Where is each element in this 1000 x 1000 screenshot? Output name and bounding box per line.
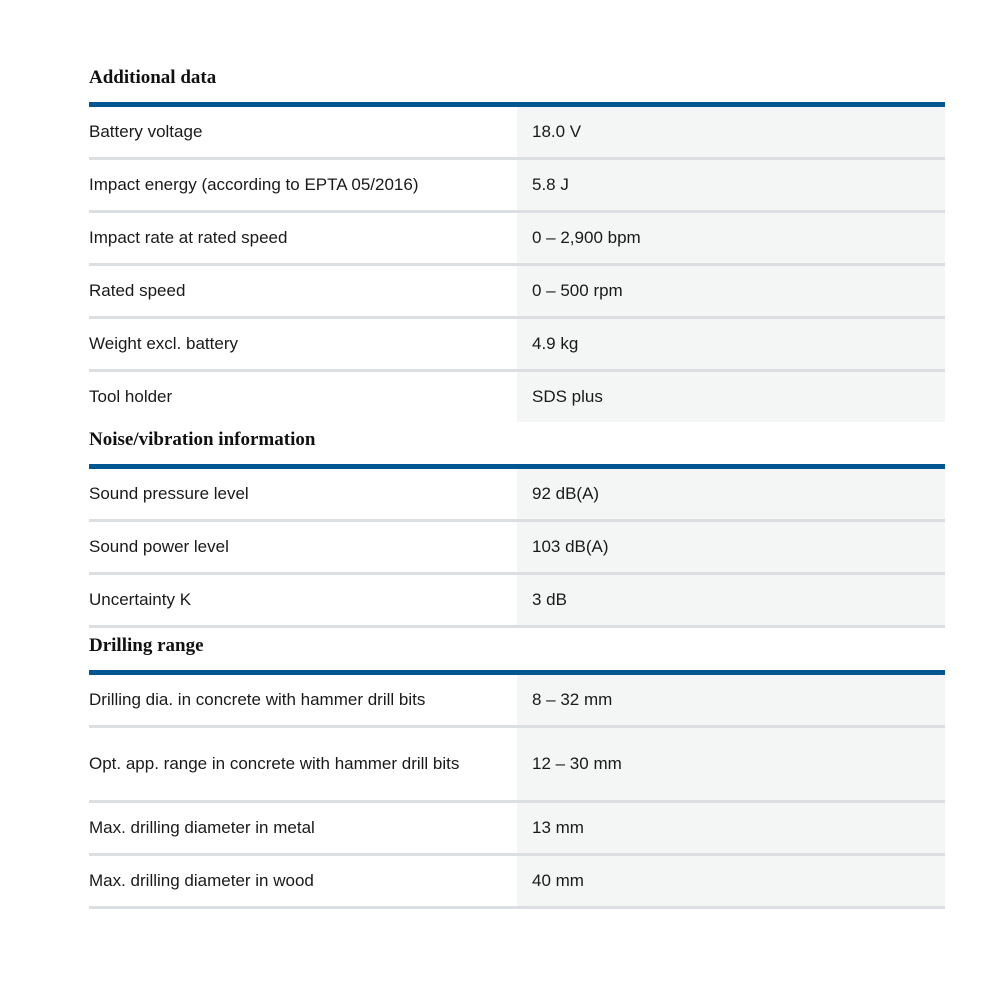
section-title: Drilling range xyxy=(89,635,204,656)
spec-row xyxy=(89,575,945,628)
spec-document xyxy=(89,60,945,909)
section-title: Noise/vibration information xyxy=(89,429,316,450)
spec-value: 5.8 J xyxy=(517,160,945,210)
spec-row xyxy=(89,107,945,160)
spec-value: 8 – 32 mm xyxy=(517,675,945,725)
spec-label: Rated speed xyxy=(89,281,186,300)
section-title: Additional data xyxy=(89,67,217,88)
spec-value: 0 – 500 rpm xyxy=(517,266,945,316)
spec-value: 18.0 V xyxy=(517,107,945,157)
spec-label: Battery voltage xyxy=(89,122,203,141)
spec-label: Impact rate at rated speed xyxy=(89,228,288,247)
spec-row xyxy=(89,856,945,909)
spec-label: Sound power level xyxy=(89,537,229,556)
spec-value: 40 mm xyxy=(517,856,945,906)
spec-row xyxy=(89,372,945,422)
spec-row xyxy=(89,160,945,213)
spec-value: 4.9 kg xyxy=(517,319,945,369)
spec-label: Max. drilling diameter in metal xyxy=(89,818,315,837)
spec-label: Drilling dia. in concrete with hammer drill bits xyxy=(89,690,426,709)
spec-value: 13 mm xyxy=(517,803,945,853)
spec-label: Uncertainty K xyxy=(89,590,192,609)
spec-row xyxy=(89,266,945,319)
spec-label: Sound pressure level xyxy=(89,484,249,503)
section-additional-data xyxy=(89,60,945,422)
spec-row xyxy=(89,675,945,728)
spec-value: 3 dB xyxy=(517,575,945,625)
spec-row xyxy=(89,213,945,266)
spec-row xyxy=(89,469,945,522)
spec-row xyxy=(89,803,945,856)
section-noise-vibration xyxy=(89,422,945,628)
spec-row xyxy=(89,319,945,372)
spec-value: 0 – 2,900 bpm xyxy=(517,213,945,263)
spec-label: Weight excl. battery xyxy=(89,334,238,353)
section-drilling-range xyxy=(89,628,945,909)
spec-label: Impact energy (according to EPTA 05/2016) xyxy=(89,175,419,194)
spec-row xyxy=(89,522,945,575)
spec-row xyxy=(89,728,945,803)
spec-value: 103 dB(A) xyxy=(517,522,945,572)
spec-value: SDS plus xyxy=(517,372,945,422)
spec-value: 12 – 30 mm xyxy=(517,728,945,800)
spec-label: Max. drilling diameter in wood xyxy=(89,871,314,890)
spec-value: 92 dB(A) xyxy=(517,469,945,519)
spec-label: Opt. app. range in concrete with hammer drill bits xyxy=(89,754,460,773)
spec-label: Tool holder xyxy=(89,387,173,406)
